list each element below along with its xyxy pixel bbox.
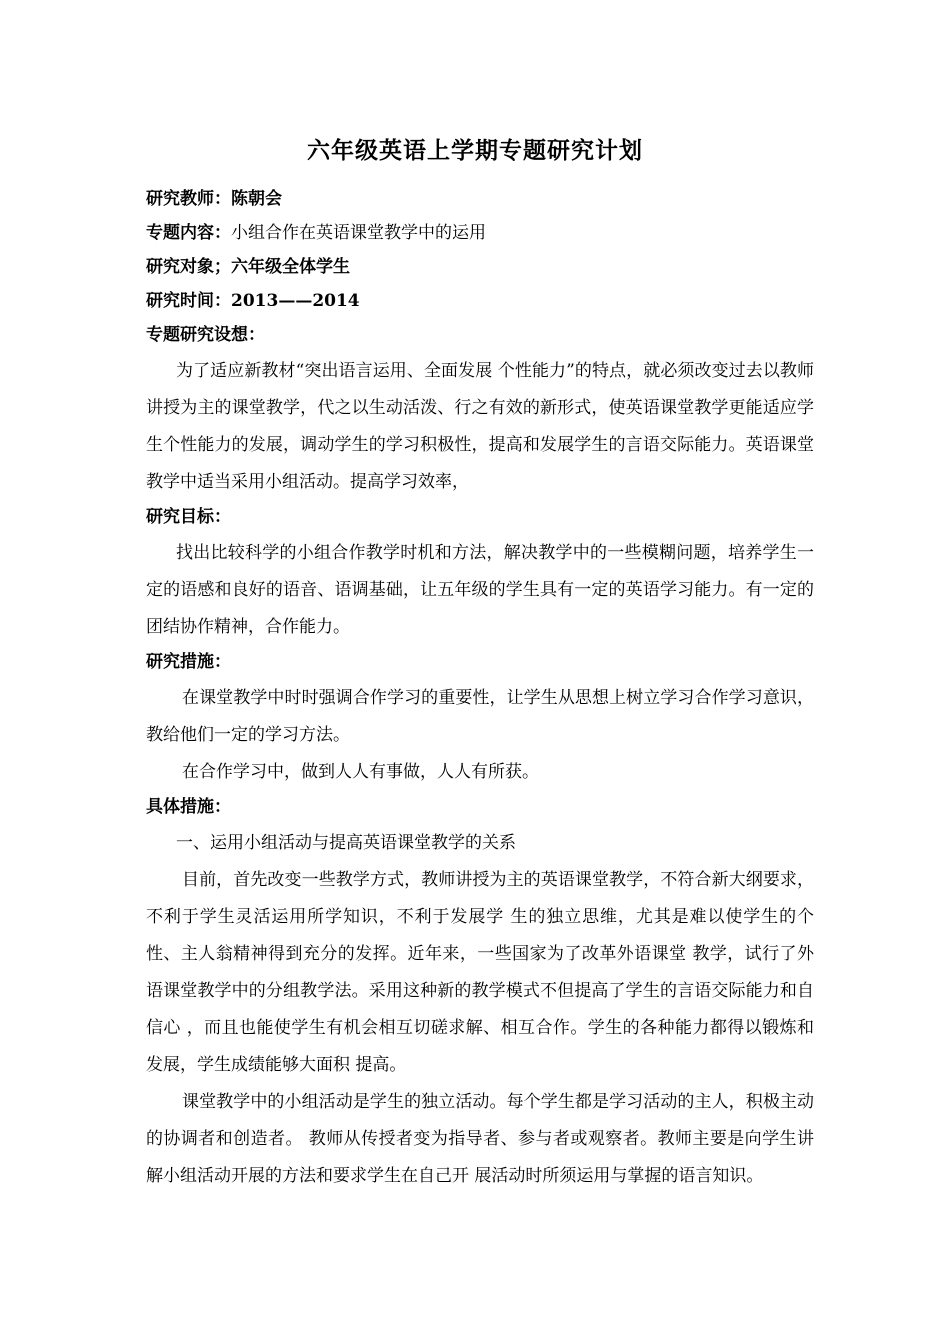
document-title: 六年级英语上学期专题研究计划 [307,137,643,164]
meta-topic [146,217,814,251]
meta-topic-label: 专题内容： [146,223,231,243]
measures-paragraph-2: 在合作学习中，做到人人有事做，人人有所获。 [182,762,539,782]
meta-topic-value: 小组合作在英语课堂教学中的运用 [231,223,486,243]
meta-period [146,285,814,319]
meta-subjects-label: 研究对象； [146,257,231,277]
section-heading-specific: 具体措施： [146,797,231,817]
meta-subjects-value: 六年级全体学生 [231,257,350,277]
meta-subjects [146,251,814,285]
document-body [146,183,814,1195]
meta-period-value: 2013——2014 [231,291,360,311]
meta-teacher-value: 陈朝会 [231,189,282,209]
measures-paragraph-1: 在课堂教学中时时强调合作学习的重要性，让学生从思想上树立学习合作学习意识，教给他们一定的学习方法。 [146,688,814,745]
specific-paragraph-2: 课堂教学中的小组活动是学生的独立活动。每个学生都是学习活动的主人，积极主动的协调者和创造者。 教师从传授者变为指导者、参与者或观察者。教师主要是向学生讲解小组活动开展的方法和要求学生在自己开 展活动时所须运用与掌握的语言知识。 [146,1092,814,1186]
specific-subheading-1: 一、运用小组活动与提高英语课堂教学的关系 [176,833,516,853]
section-heading-goal: 研究目标： [146,507,231,527]
section-heading-idea: 专题研究设想： [146,325,265,345]
specific-paragraph-1: 目前，首先改变一些教学方式，教师讲授为主的英语课堂教学，不符合新大纲要求，不利于学生灵活运用所学知识，不利于发展学 生的独立思维，尤其是难以使学生的个性、主人翁精神得到充分的发挥。近年来，一些国家为了改革外语课堂 教学，试行了外语课堂教学中的分组教学法。采用这种新的教学模式不但提高了学生的言语交际能力和自信心 ，而且也能使学生有机会相互切磋求解、相互合作。学生的各种能力都得以锻炼和发展，学生成绩能够大面积 提高。 [146,870,814,1075]
meta-teacher [146,183,814,217]
section-heading-measures: 研究措施： [146,652,231,672]
goal-paragraph: 找出比较科学的小组合作教学时机和方法，解决教学中的一些模糊问题，培养学生一定的语感和良好的语音、语调基础，让五年级的学生具有一定的英语学习能力。有一定的团结协作精神，合作能力。 [146,543,814,637]
meta-teacher-label: 研究教师： [146,189,231,209]
meta-period-label: 研究时间： [146,291,231,311]
idea-paragraph: 为了适应新教材“突出语言运用、全面发展 个性能力”的特点，就必须改变过去以教师讲授为主的课堂教学，代之以生动活泼、行之有效的新形式，使英语课堂教学更能适应学生个性能力的发展，调动学生的学习积极性，提高和发展学生的言语交际能力。英语课堂教学中适当采用小组活动。提高学习效率， [146,361,814,492]
